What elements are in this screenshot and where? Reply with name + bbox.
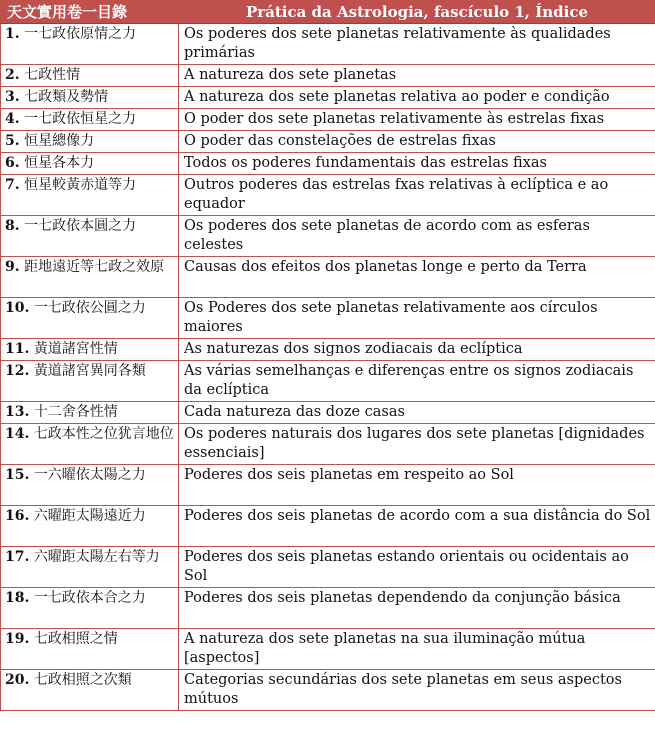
portuguese-chapter-title: Os poderes dos sete planetas de acordo com as esferas celestes bbox=[179, 216, 655, 257]
chapter-number: 16. bbox=[5, 508, 30, 524]
chinese-chapter-title: 一七政依恒星之力 bbox=[24, 111, 137, 127]
chinese-chapter-title: 七政相照之次類 bbox=[33, 672, 132, 688]
portuguese-chapter-title: Cada natureza das doze casas bbox=[179, 402, 655, 424]
chinese-title-header: 天文實用卷一目錄 bbox=[1, 1, 179, 24]
chinese-chapter-title: 一七政依本圓之力 bbox=[24, 218, 137, 234]
chinese-chapter-cell bbox=[1, 131, 179, 153]
portuguese-chapter-title: Os poderes dos sete planetas relativamente às qualidades primárias bbox=[179, 24, 655, 65]
portuguese-chapter-title: A natureza dos sete planetas relativa ao poder e condição bbox=[179, 87, 655, 109]
portuguese-chapter-title: Categorias secundárias dos sete planetas em seus aspectos mútuos bbox=[179, 670, 655, 711]
portuguese-chapter-title: O poder dos sete planetas relativamente às estrelas fixas bbox=[179, 109, 655, 131]
chapter-number: 1. bbox=[5, 26, 20, 42]
chinese-chapter-cell bbox=[1, 547, 179, 588]
portuguese-chapter-title: Causas dos efeitos dos planetas longe e perto da Terra bbox=[179, 257, 655, 298]
chinese-chapter-title: 一六曜依太陽之力 bbox=[33, 467, 146, 483]
chapter-number: 15. bbox=[5, 467, 30, 483]
chinese-chapter-title: 恒星總像力 bbox=[24, 133, 95, 149]
chinese-chapter-cell bbox=[1, 109, 179, 131]
chapter-number: 7. bbox=[5, 177, 20, 193]
table-row bbox=[1, 153, 655, 175]
chinese-chapter-cell bbox=[1, 216, 179, 257]
portuguese-chapter-title: A natureza dos sete planetas na sua iluminação mútua [aspectos] bbox=[179, 629, 655, 670]
chinese-chapter-cell bbox=[1, 588, 179, 629]
table-row bbox=[1, 216, 655, 257]
chinese-chapter-cell bbox=[1, 424, 179, 465]
table-row bbox=[1, 465, 655, 506]
chinese-chapter-cell bbox=[1, 65, 179, 87]
chinese-chapter-cell bbox=[1, 506, 179, 547]
portuguese-chapter-title: Outros poderes das estrelas fxas relativas à eclíptica e ao equador bbox=[179, 175, 655, 216]
chapter-number: 19. bbox=[5, 631, 30, 647]
chinese-chapter-cell bbox=[1, 153, 179, 175]
chapter-number: 13. bbox=[5, 404, 30, 420]
table-row bbox=[1, 298, 655, 339]
chapter-number: 17. bbox=[5, 549, 30, 565]
chinese-chapter-cell bbox=[1, 257, 179, 298]
chinese-chapter-title: 七政本性之位犹言地位 bbox=[33, 426, 174, 442]
chinese-chapter-title: 恒星各本力 bbox=[24, 155, 95, 171]
chinese-chapter-title: 七政類及勢情 bbox=[24, 89, 109, 105]
chinese-chapter-title: 七政相照之情 bbox=[33, 631, 118, 647]
portuguese-chapter-title: Todos os poderes fundamentais das estrelas fixas bbox=[179, 153, 655, 175]
table-row bbox=[1, 361, 655, 402]
chinese-chapter-title: 黃道諸宮性情 bbox=[33, 341, 118, 357]
chapter-number: 2. bbox=[5, 67, 20, 83]
table-row bbox=[1, 506, 655, 547]
table-row bbox=[1, 65, 655, 87]
chinese-chapter-title: 距地遠近等七政之效原 bbox=[24, 259, 165, 275]
chinese-chapter-cell bbox=[1, 361, 179, 402]
table-row bbox=[1, 588, 655, 629]
table-row bbox=[1, 257, 655, 298]
table-row bbox=[1, 87, 655, 109]
chinese-chapter-cell bbox=[1, 24, 179, 65]
chapter-number: 12. bbox=[5, 363, 30, 379]
chinese-chapter-title: 十二舍各性情 bbox=[33, 404, 118, 420]
chinese-chapter-cell bbox=[1, 87, 179, 109]
portuguese-chapter-title: A natureza dos sete planetas bbox=[179, 65, 655, 87]
portuguese-chapter-title: Os poderes naturais dos lugares dos sete planetas [dignidades essenciais] bbox=[179, 424, 655, 465]
portuguese-chapter-title: Poderes dos seis planetas estando orientais ou ocidentais ao Sol bbox=[179, 547, 655, 588]
chapter-number: 9. bbox=[5, 259, 20, 275]
table-body bbox=[1, 24, 655, 711]
portuguese-title-header: Prática da Astrologia, fascículo 1, Índice bbox=[179, 1, 655, 24]
chinese-chapter-cell bbox=[1, 175, 179, 216]
chinese-chapter-cell bbox=[1, 298, 179, 339]
portuguese-chapter-title: Poderes dos seis planetas dependendo da conjunção básica bbox=[179, 588, 655, 629]
portuguese-chapter-title: Poderes dos seis planetas em respeito ao Sol bbox=[179, 465, 655, 506]
chinese-chapter-cell bbox=[1, 629, 179, 670]
chapter-number: 8. bbox=[5, 218, 20, 234]
portuguese-chapter-title: As naturezas dos signos zodiacais da eclíptica bbox=[179, 339, 655, 361]
portuguese-chapter-title: Poderes dos seis planetas de acordo com a sua distância do Sol bbox=[179, 506, 655, 547]
table-header-row bbox=[1, 1, 655, 24]
table-row bbox=[1, 547, 655, 588]
chinese-chapter-cell bbox=[1, 339, 179, 361]
chinese-chapter-cell bbox=[1, 670, 179, 711]
chapter-number: 5. bbox=[5, 133, 20, 149]
chinese-chapter-title: 七政性情 bbox=[24, 67, 81, 83]
table-row bbox=[1, 670, 655, 711]
portuguese-chapter-title: O poder das constelações de estrelas fixas bbox=[179, 131, 655, 153]
table-row bbox=[1, 109, 655, 131]
chinese-chapter-title: 黃道諸宮異同各類 bbox=[33, 363, 146, 379]
chapter-number: 3. bbox=[5, 89, 20, 105]
table-row bbox=[1, 402, 655, 424]
chinese-chapter-title: 六曜距太陽遠近力 bbox=[33, 508, 146, 524]
chinese-chapter-cell bbox=[1, 402, 179, 424]
table-row bbox=[1, 131, 655, 153]
chapter-number: 6. bbox=[5, 155, 20, 171]
chinese-chapter-title: 六曜距太陽左右等力 bbox=[33, 549, 160, 565]
chapter-number: 18. bbox=[5, 590, 30, 606]
table-row bbox=[1, 24, 655, 65]
table-row bbox=[1, 424, 655, 465]
chinese-chapter-title: 恒星較黃赤道等力 bbox=[24, 177, 137, 193]
table-row bbox=[1, 175, 655, 216]
chapter-number: 10. bbox=[5, 300, 30, 316]
chinese-chapter-title: 一七政依原情之力 bbox=[24, 26, 137, 42]
portuguese-chapter-title: As várias semelhanças e diferenças entre os signos zodiacais da eclíptica bbox=[179, 361, 655, 402]
chapter-number: 11. bbox=[5, 341, 30, 357]
portuguese-chapter-title: Os Poderes dos sete planetas relativamente aos círculos maiores bbox=[179, 298, 655, 339]
chapter-number: 4. bbox=[5, 111, 20, 127]
chapter-number: 20. bbox=[5, 672, 30, 688]
table-row bbox=[1, 629, 655, 670]
chinese-chapter-title: 一七政依本合之力 bbox=[33, 590, 146, 606]
chapter-number: 14. bbox=[5, 426, 30, 442]
table-row bbox=[1, 339, 655, 361]
chinese-chapter-cell bbox=[1, 465, 179, 506]
chinese-chapter-title: 一七政依公圓之力 bbox=[33, 300, 146, 316]
